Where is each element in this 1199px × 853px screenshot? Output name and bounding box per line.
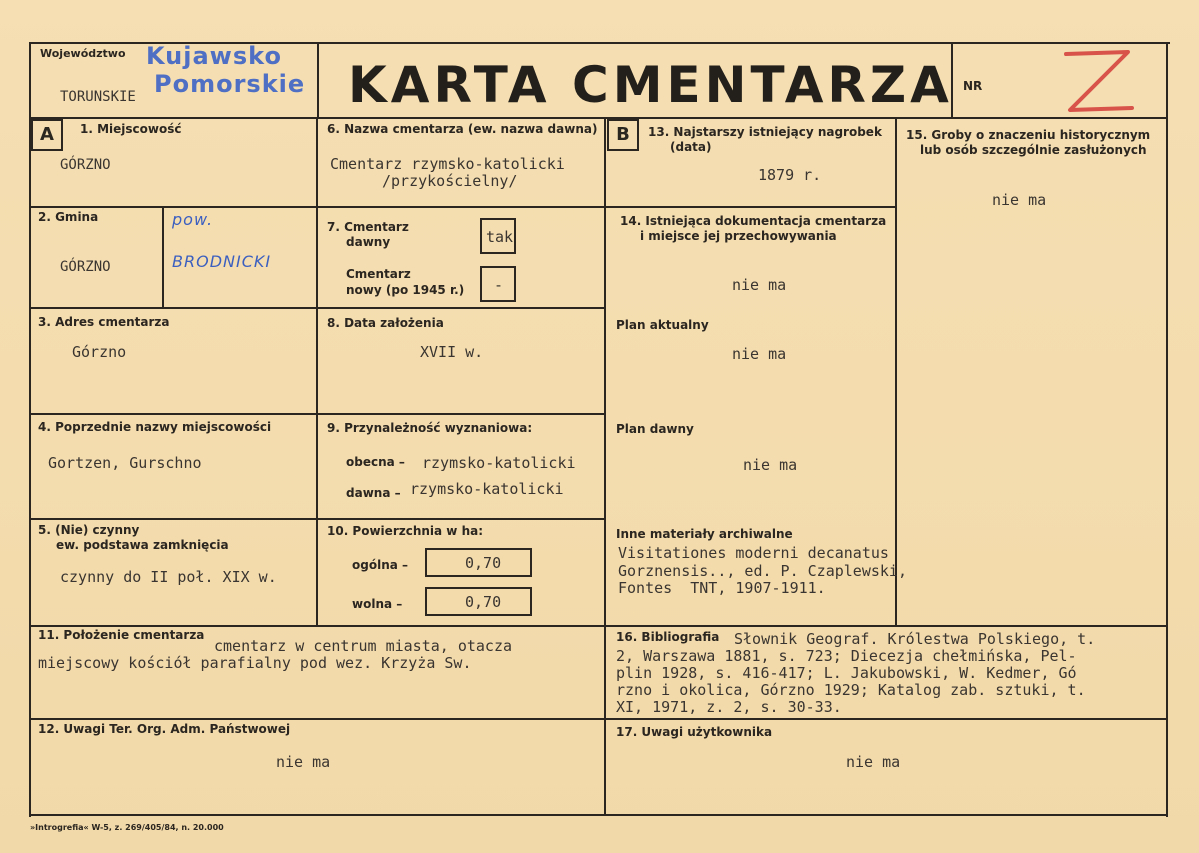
field-13-value: 1879 r. (758, 166, 822, 184)
field-11-value-line2: miejscowy kościół parafialny pod wez. Krzyża Sw. (38, 654, 472, 672)
field-12-value: nie ma (276, 753, 331, 771)
plan-aktualny-label: Plan aktualny (616, 318, 709, 332)
col-div-1 (316, 117, 318, 626)
field-1-label: 1. Miejscowość (80, 122, 182, 136)
wolna-label: wolna – (352, 597, 403, 611)
field-9-label: 9. Przynależność wyznaniowa: (327, 421, 533, 435)
field-2-value: GÓRZNO (60, 259, 111, 275)
field-16-value-line2: 2, Warszawa 1881, s. 723; Diecezja chełmińska, Pel- (616, 647, 1077, 665)
field-1-value: GÓRZNO (60, 157, 111, 173)
field-16-label: 16. Bibliografia (616, 630, 720, 644)
dawny-checkbox (480, 218, 516, 254)
field-9-dawna-value: rzymsko-katolicki (410, 480, 564, 498)
field-3-value: Górzno (72, 343, 127, 361)
plan-dawny-label: Plan dawny (616, 422, 694, 436)
field-7-label-nowy-2: nowy (po 1945 r.) (346, 283, 465, 297)
field-7-label-dawny-2: dawny (346, 235, 391, 249)
field-15-label-line2: lub osób szczególnie zasłużonych (920, 143, 1147, 157)
field-17-label: 17. Uwagi użytkownika (616, 725, 773, 739)
field-9-obecna-value: rzymsko-katolicki (422, 454, 576, 472)
field-7-label-dawny-1: 7. Cmentarz (327, 220, 409, 234)
frame-right (1166, 42, 1168, 817)
row-line-a1 (30, 206, 317, 208)
header-div-1 (317, 42, 319, 119)
header-bottom (30, 117, 1168, 119)
gmina-split (162, 206, 164, 308)
inne-materialy-value-line1: Visitationes moderni decanatus (618, 544, 889, 562)
col-div-2 (604, 117, 606, 814)
field-16-value-line3: plin 1928, s. 416-417; L. Jakubowski, W. Kedmer, Gó (616, 664, 1077, 682)
col-div-3 (895, 117, 897, 626)
row-line-m3 (316, 413, 605, 415)
field-11-value-line1: cmentarz w centrum miasta, otacza (214, 637, 513, 655)
frame-bottom (30, 814, 1168, 816)
ogolna-box (425, 548, 532, 577)
field-5-value: czynny do II poł. XIX w. (60, 568, 277, 586)
field-6-label: 6. Nazwa cmentarza (ew. nazwa dawna) (327, 122, 598, 136)
field-15-value: nie ma (992, 191, 1047, 209)
field-10-label: 10. Powierzchnia w ha: (327, 524, 484, 538)
field-17-value: nie ma (846, 753, 901, 771)
nowy-checkbox (480, 266, 516, 302)
section-a-badge: A (31, 119, 63, 151)
pow-value: BRODNICKI (172, 252, 272, 271)
wojewodztwo-value: TORUNSKIE (60, 89, 136, 105)
pow-label: pow. (172, 210, 214, 229)
field-16-value-line1: Słownik Geograf. Królestwa Polskiego, t. (734, 630, 1096, 648)
row-line-r1 (604, 206, 896, 208)
field-14-value: nie ma (732, 276, 787, 294)
nr-value (1058, 44, 1138, 118)
nr-handwritten-z (1058, 44, 1138, 118)
nr-label: NR (963, 79, 983, 93)
field-5-label-line2: ew. podstawa zamknięcia (56, 538, 229, 552)
field-13-label-line2: (data) (670, 140, 712, 154)
plan-dawny-value: nie ma (743, 456, 798, 474)
row-line-a3 (30, 413, 317, 415)
field-15-label-line1: 15. Groby o znaczeniu historycznym (906, 128, 1151, 142)
field-16-value-line5: XI, 1971, z. 2, s. 30-33. (616, 698, 842, 716)
field-5-label-line1: 5. (Nie) czynny (38, 523, 140, 537)
section-b-badge: B (607, 119, 639, 151)
field-6-value-line1: Cmentarz rzymsko-katolicki (330, 155, 565, 173)
region-stamp-line1: Kujawsko (146, 42, 282, 70)
field-14-label-line1: 14. Istniejąca dokumentacja cmentarza (620, 214, 887, 228)
row-line-12 (30, 718, 1168, 720)
dawny-value: tak (486, 228, 514, 246)
inne-materialy-value-line2: Gorznensis.., ed. P. Czaplewski, (618, 562, 907, 580)
wolna-box (425, 587, 532, 616)
field-2-label: 2. Gmina (38, 210, 99, 224)
field-4-value: Gortzen, Gurschno (48, 454, 202, 472)
row-line-11 (30, 625, 1168, 627)
field-6-value-line2: /przykościelny/ (382, 172, 518, 190)
plan-aktualny-value: nie ma (732, 345, 787, 363)
field-8-value: XVII w. (420, 343, 484, 361)
row-line-m2 (316, 307, 605, 309)
field-9-dawna-label: dawna – (346, 486, 401, 500)
inne-materialy-value-line3: Fontes TNT, 1907-1911. (618, 579, 826, 597)
field-11-label: 11. Położenie cmentarza (38, 628, 205, 642)
field-13-label-line1: 13. Najstarszy istniejący nagrobek (648, 125, 882, 139)
field-16-value-line4: rzno i okolica, Górzno 1929; Katalog zab. sztuki, t. (616, 681, 1086, 699)
ogolna-label: ogólna – (352, 558, 409, 572)
inne-materialy-label: Inne materiały archiwalne (616, 527, 793, 541)
field-3-label: 3. Adres cmentarza (38, 315, 170, 329)
frame-left (29, 42, 31, 817)
ogolna-value: 0,70 (465, 554, 502, 572)
printer-footer: »Introgrefia« W-5, z. 269/405/84, n. 20.000 (30, 823, 224, 832)
form-title: KARTA CMENTARZA (348, 56, 953, 114)
field-14-label-line2: i miejsce jej przechowywania (640, 229, 837, 243)
row-line-a4 (30, 518, 317, 520)
field-8-label: 8. Data założenia (327, 316, 444, 330)
field-7-label-nowy-1: Cmentarz (346, 267, 411, 281)
row-line-a2 (30, 307, 317, 309)
region-stamp-line2: Pomorskie (154, 70, 306, 98)
field-9-obecna-label: obecna – (346, 455, 405, 469)
wolna-value: 0,70 (465, 593, 502, 611)
row-line-m1 (316, 206, 605, 208)
nowy-value: - (494, 276, 504, 294)
field-12-label: 12. Uwagi Ter. Org. Adm. Państwowej (38, 722, 291, 736)
field-4-label: 4. Poprzednie nazwy miejscowości (38, 420, 272, 434)
wojewodztwo-label: Województwo (40, 47, 126, 60)
row-line-m4 (316, 518, 605, 520)
